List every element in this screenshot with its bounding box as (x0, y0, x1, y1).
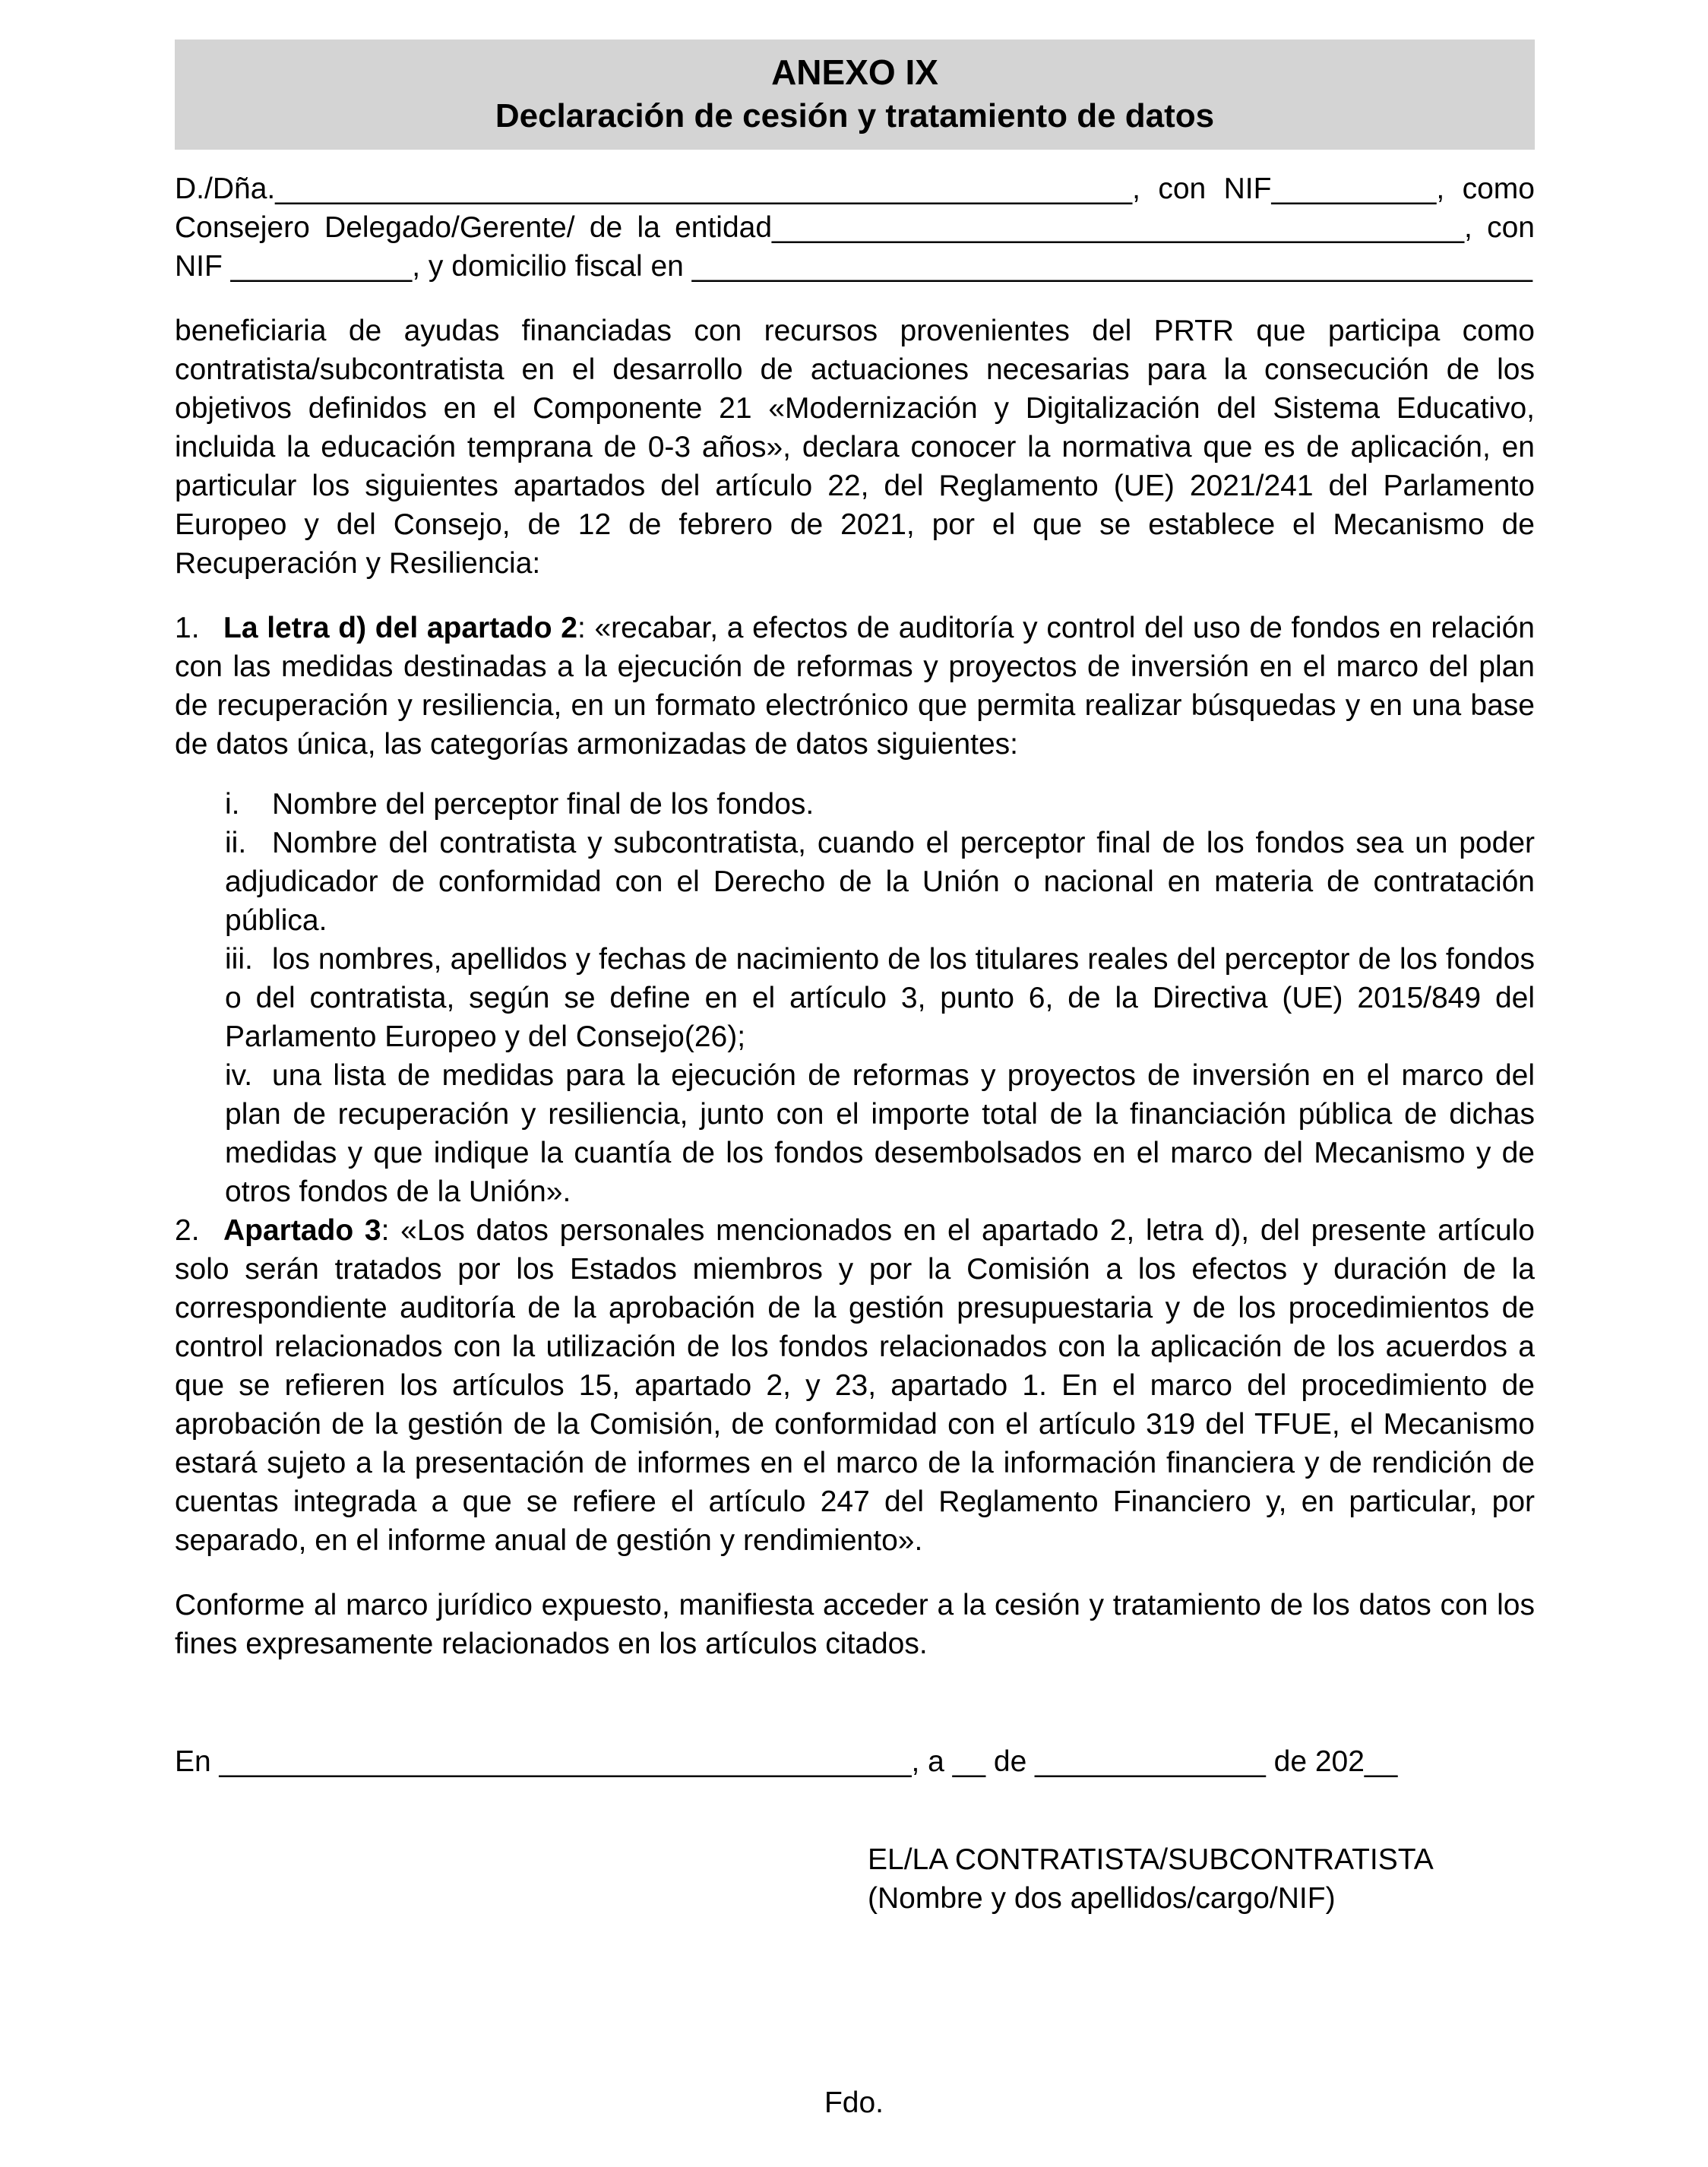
list-item-text: Nombre del contratista y subcontratista, cuando el perceptor final de los fondos sea un poder adjudicador de conformidad con el Derecho de la Unión o nacional en materia de contratación pública. (225, 827, 1535, 938)
list-item-marker: i. (225, 788, 240, 821)
list-item (225, 940, 1535, 1056)
annex-title: ANEXO IX (771, 52, 938, 92)
clause-2-text: : «Los datos personales mencionados en el apartado 2, letra d), del presente artículo solo serán tratados por los Estados miembros y por la Comisión a los efectos y duración de la correspondiente auditoría de la aprobación de la gestión presupuestaria y de los procedimientos de control relacionados con la utilización de los fondos relacionados con la aplicación de los acuerdos a que se refieren los artículos 15, apartado 2, y 23, apartado 1. En el marco del procedimiento de aprobación de la gestión de la Comisión, de conformidad con el artículo 319 del TFUE, el Mecanismo estará sujeto a la presentación de informes en el marco de la información financiera y de rendición de cuentas integrada a que se refiere el artículo 247 del Reglamento Financiero y, en particular, por separado, en el informe anual de gestión y rendimiento». (175, 1214, 1536, 1558)
list-item-marker: iii. (225, 943, 253, 976)
preamble-paragraph: beneficiaria de ayudas financiadas con recursos provenientes del PRTR que participa como contratista/subcontratista en el desarrollo de actuaciones necesarias para la consecución de los objetivos definidos en el Componente 21 «Modernización y Digitalización del Sistema Educativo, incluida la educación temprana de 0-3 años», declara conocer la normativa que es de aplicación, en particular los siguientes apartados del artículo 22, del Reglamento (UE) 2021/241 del Parlamento Europeo y del Consejo, de 12 de febrero de 2021, por el que se establece el Mecanismo de Recuperación y Resiliencia: (175, 315, 1535, 581)
signature-role: EL/LA CONTRATISTA/SUBCONTRATISTA (868, 1843, 1434, 1877)
list-item-text: los nombres, apellidos y fechas de nacimiento de los titulares reales del perceptor de los fondos o del contratista, según se define en el artículo 3, punto 6, de la Directiva (UE) 2015/849 del Parlamento Europeo y del Consejo(26); (225, 943, 1535, 1054)
place-date-line: En __________________________________________, a __ de ______________ de 202__ (175, 1745, 1398, 1779)
list-item (225, 785, 1535, 824)
clause-1-number: 1. (175, 612, 200, 645)
clause-1 (175, 609, 1535, 764)
document-body (175, 169, 1535, 1918)
party-details-block (175, 169, 1535, 286)
closing-paragraph: Conforme al marco jurídico expuesto, manifiesta acceder a la cesión y tratamiento de los datos con los fines expresamente relacionados en los artículos citados. (175, 1589, 1535, 1661)
clause-2-number: 2. (175, 1214, 200, 1248)
list-item (225, 1056, 1535, 1211)
list-item-text: una lista de medidas para la ejecución de reformas y proyectos de inversión en el marco del plan de recuperación y resiliencia, junto con el importe total de la financiación pública de dichas medidas y que indique la cuantía de los fondos desembolsados en el marco del Mecanismo y de otros fondos de la Unión». (225, 1059, 1535, 1209)
list-item-marker: iv. (225, 1059, 253, 1093)
clause-1-title: La letra d) del apartado 2 (223, 612, 577, 645)
party-details-line-2: Consejero Delegado/Gerente/ de la entidad__________________________________________, con (175, 211, 1535, 245)
list-item-text: Nombre del perceptor final de los fondos. (272, 788, 814, 821)
clause-2 (175, 1211, 1535, 1560)
signed-by-label: Fdo. (824, 2086, 884, 2119)
party-details-line-3: NIF ___________, y domicilio fiscal en ___________________________________________________ (175, 250, 1532, 283)
clause-1-text: : «recabar, a efectos de auditoría y control del uso de fondos en relación con las medidas destinadas a la ejecución de reformas y proyectos de inversión en el marco del plan de recuperación y resiliencia, en un formato electrónico que permita realizar búsquedas y en una base de datos única, las categorías armonizadas de datos siguientes: (175, 612, 1535, 761)
list-item-marker: ii. (225, 827, 247, 860)
annex-subtitle: Declaración de cesión y tratamiento de datos (495, 96, 1215, 134)
clause-2-title: Apartado 3 (223, 1214, 381, 1248)
harmonized-data-list (175, 785, 1535, 1211)
annex-header (175, 40, 1535, 150)
signature-block (868, 1840, 1535, 1918)
list-item (225, 824, 1535, 940)
party-details-line-1: D./Dña.____________________________________________________, con NIF__________, como (175, 172, 1535, 206)
signature-note: (Nombre y dos apellidos/cargo/NIF) (868, 1882, 1336, 1916)
